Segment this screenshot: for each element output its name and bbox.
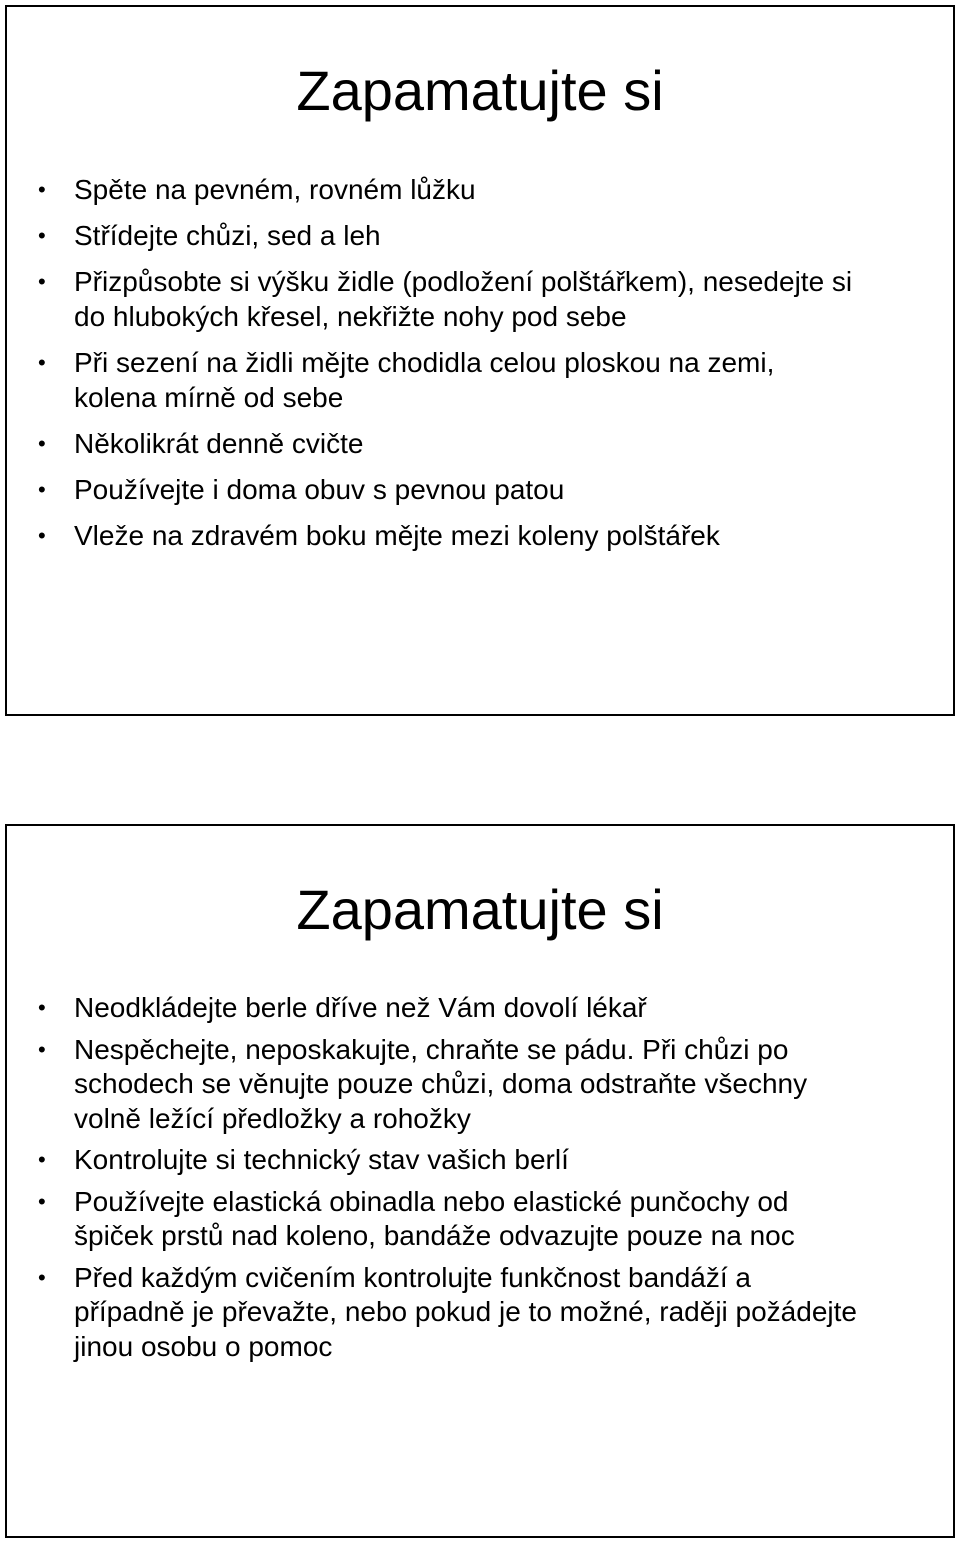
bullet-icon: • <box>38 1188 46 1214</box>
list-item <box>0 426 860 461</box>
bullet-text: Při sezení na židli mějte chodidla celou ploskou na zemi, kolena mírně od sebe <box>74 347 775 413</box>
bullet-text: Nespěchejte, neposkakujte, chraňte se pádu. Při chůzi po schodech se věnujte pouze chůzi, doma odstraňte všechny volně ležící předložky a rohožky <box>74 1033 808 1134</box>
slide-2-bullet-list <box>0 991 860 1371</box>
bullet-icon: • <box>38 1147 46 1172</box>
bullet-icon: • <box>38 269 46 294</box>
list-item <box>0 172 860 207</box>
slide-1-bullet-list <box>0 172 860 564</box>
bullet-text: Přizpůsobte si výšku židle (podložení polštářkem), nesedejte si do hlubokých křesel, nekřižte nohy pod sebe <box>74 266 853 332</box>
bullet-icon: • <box>38 1036 46 1062</box>
bullet-icon: • <box>38 1264 46 1290</box>
bullet-text: Neodkládejte berle dříve než Vám dovolí lékař <box>74 992 647 1023</box>
bullet-icon: • <box>38 523 46 548</box>
list-item <box>0 991 860 1026</box>
slide-2-title: Zapamatujte si <box>296 878 664 941</box>
bullet-text: Před každým cvičením kontrolujte funkčnost bandáží a případně je převažte, nebo pokud je to možné, raději požádejte jinou osobu o pomoc <box>74 1261 857 1362</box>
bullet-icon: • <box>38 177 46 202</box>
bullet-text: Vleže na zdravém boku mějte mezi koleny polštářek <box>74 520 720 551</box>
bullet-icon: • <box>38 431 46 456</box>
bullet-text: Používejte i doma obuv s pevnou patou <box>74 474 565 505</box>
bullet-icon: • <box>38 350 46 375</box>
list-item <box>0 1185 860 1254</box>
list-item <box>0 1033 860 1137</box>
bullet-text: Několikrát denně cvičte <box>74 428 364 459</box>
bullet-icon: • <box>38 223 46 248</box>
bullet-icon: • <box>38 477 46 502</box>
list-item <box>0 218 860 253</box>
list-item <box>0 345 860 415</box>
list-item <box>0 1143 860 1178</box>
bullet-text: Střídejte chůzi, sed a leh <box>74 220 381 251</box>
bullet-text: Kontrolujte si technický stav vašich berlí <box>74 1144 569 1175</box>
list-item <box>0 472 860 507</box>
slide-1-title: Zapamatujte si <box>296 59 664 122</box>
list-item <box>0 264 860 334</box>
bullet-icon: • <box>38 995 46 1020</box>
list-item <box>0 518 860 553</box>
bullet-text: Používejte elastická obinadla nebo elastické punčochy od špiček prstů nad koleno, bandáže odvazujte pouze na noc <box>74 1185 795 1251</box>
list-item <box>0 1261 860 1365</box>
bullet-text: Spěte na pevném, rovném lůžku <box>74 174 476 205</box>
